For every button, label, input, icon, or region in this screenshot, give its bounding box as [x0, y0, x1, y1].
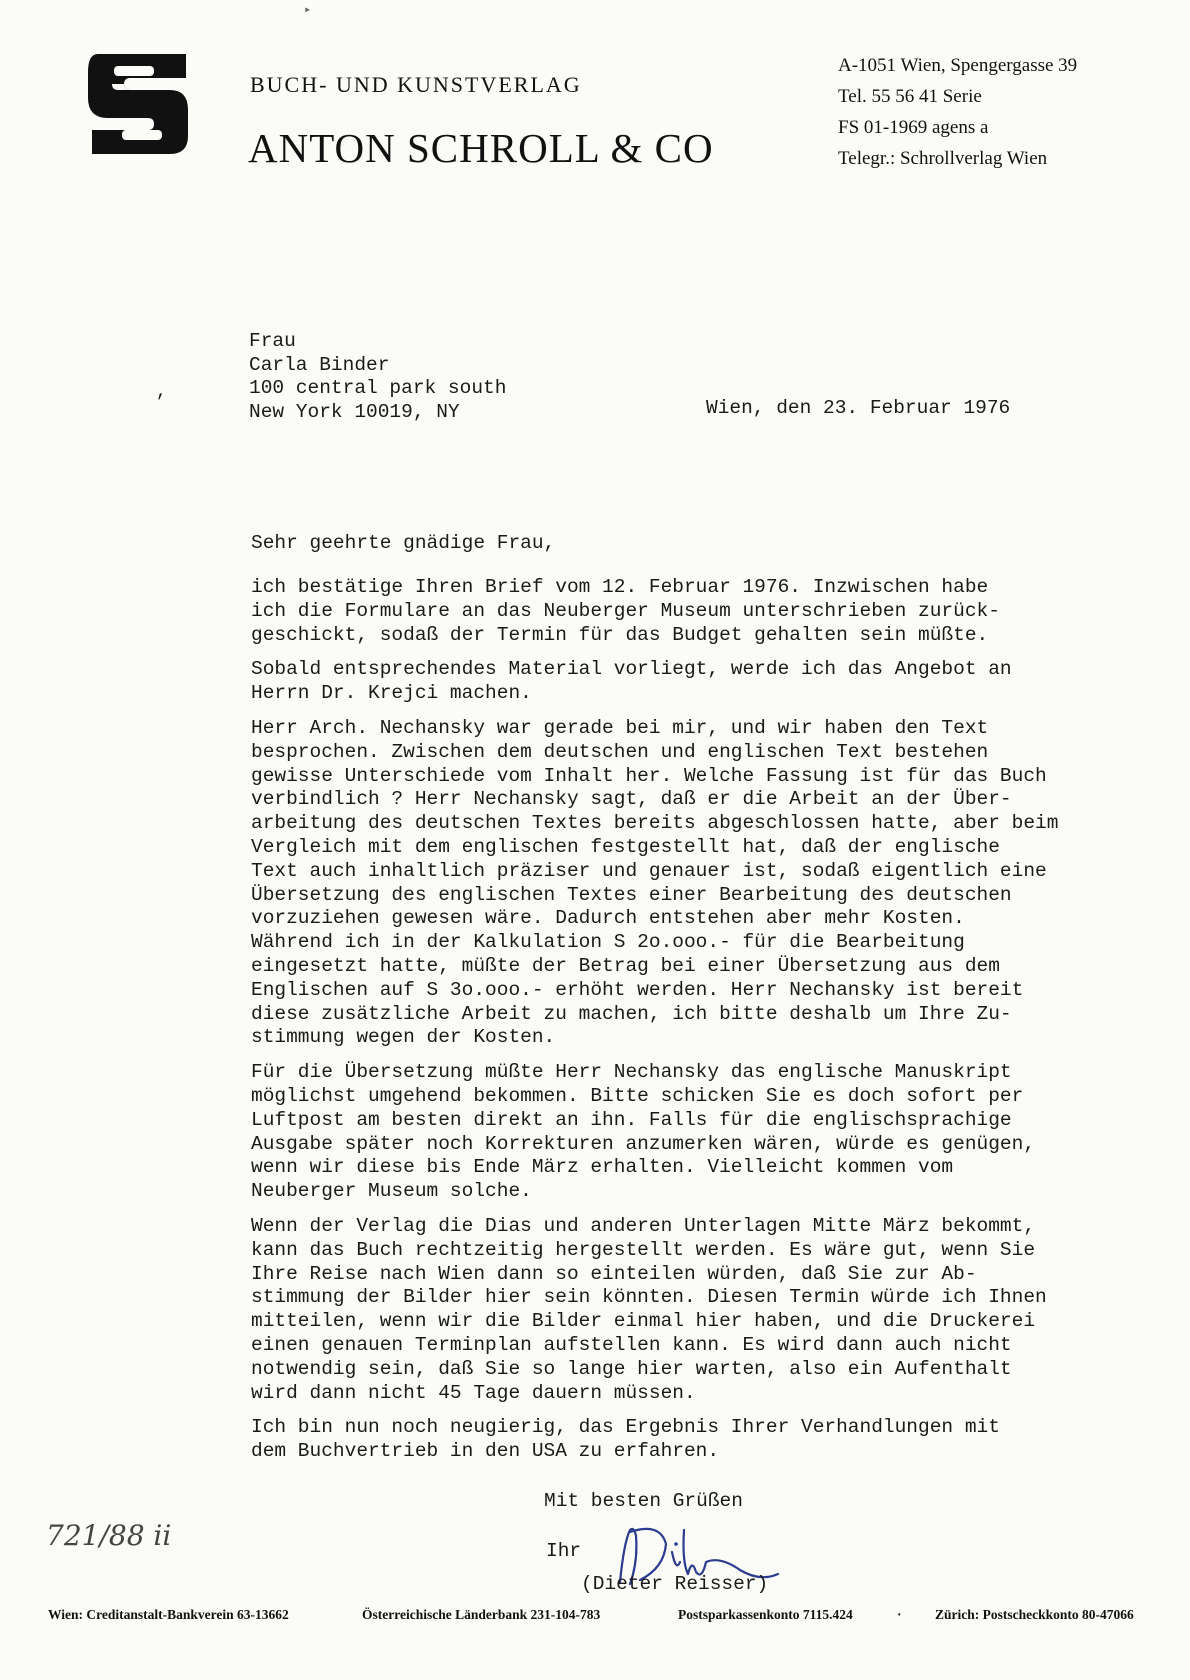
recipient-address: Frau Carla Binder 100 central park south New York 10019, NY	[249, 330, 507, 423]
punch-mark: ▸	[304, 3, 312, 17]
publisher-subtitle: BUCH- UND KUNSTVERLAG	[250, 72, 582, 97]
body-paragraph: ich bestätige Ihren Brief vom 12. Februar 1976. Inzwischen habe ich die Formulare an das Neuberger Museum unterschrieben zurück- geschickt, sodaß der Termin für das Budget gehalten sein müßte.	[251, 576, 1000, 646]
body-paragraph: Herr Arch. Nechansky war gerade bei mir, und wir haben den Text besprochen. Zwischen dem deutschen und englischen Text bestehen gewisse Unterschiede vom Inhalt her. Welche Fassung ist für das Buch verbindlich ? Herr Nechansky sagt, daß er die Arbeit an der Über- arbeitung des deutschen Textes bereits abgeschlossen hatte, aber beim Vergleich mit dem englischen festgestellt hat, daß der englische Text auch inhaltlich präziser und genauer ist, sodaß eigentlich eine Übersetzung des englischen Textes einer Bearbeitung des deutschen vorzuziehen gewesen wäre. Dadurch entstehen aber mehr Kosten. Während ich in der Kalkulation S 2o.ooo.- für die Bearbeitung eingesetzt hatte, müßte der Betrag bei einer Übersetzung aus dem Englischen auf S 3o.ooo.- erhöht werden. Herr Nechansky ist bereit diese zusätzliche Arbeit zu machen, ich bitte deshalb um Ihre Zu- stimmung wegen der Kosten.	[251, 716, 1059, 1049]
signer-name: (Dieter Reisser)	[581, 1573, 769, 1595]
publisher-logo-icon	[78, 44, 198, 164]
footer-separator: ·	[897, 1607, 902, 1622]
contact-telegram: Telegr.: Schrollverlag Wien	[838, 148, 1048, 169]
body-paragraph: Sobald entsprechendes Material vorliegt, werde ich das Angebot an Herrn Dr. Krejci machen.	[251, 658, 1012, 705]
salutation: Sehr geehrte gnädige Frau,	[251, 532, 556, 554]
letter-date: Wien, den 23. Februar 1976	[706, 397, 1011, 419]
footer-bank-laenderbank: Österreichische Länderbank 231-104-783	[362, 1607, 601, 1622]
body-paragraph: Ich bin nun noch neugierig, das Ergebnis Ihrer Verhandlungen mit dem Buchvertrieb in den USA zu erfahren.	[251, 1416, 1000, 1463]
contact-address: A-1051 Wien, Spengergasse 39	[838, 55, 1078, 76]
footer-bank-creditanstalt: Wien: Creditanstalt-Bankverein 63-13662	[48, 1607, 289, 1622]
stray-ink-mark: ,	[156, 382, 167, 402]
contact-phone: Tel. 55 56 41 Serie	[838, 86, 982, 107]
contact-block	[838, 50, 1077, 174]
footer-postsparkasse: Postsparkassenkonto 7115.424	[678, 1607, 853, 1622]
body-paragraph: Wenn der Verlag die Dias und anderen Unterlagen Mitte März bekommt, kann das Buch rechtzeitig hergestellt werden. Es wäre gut, wenn Sie Ihre Reise nach Wien dann so einteilen würden, daß Sie zur Ab- stimmung der Bilder hier sein könnten. Diesen Termin würde ich Ihnen mitteilen, wenn wir die Bilder einmal hier haben, und die Druckerei einen genauen Terminplan aufstellen kann. Es wird dann auch nicht notwendig sein, daß Sie so lange hier warten, also ein Aufenthalt wird dann nicht 45 Tage dauern müssen.	[251, 1214, 1047, 1404]
body-paragraph: Für die Übersetzung müßte Herr Nechansky das englische Manuskript möglichst umgehend bekommen. Bitte schicken Sie es doch sofort per Luftpost am besten direkt an ihn. Falls für die englischsprachige Ausgabe später noch Korrekturen anzumerken wären, würde es genügen, wenn wir diese bis Ende März erhalten. Vielleicht kommen vom Neuberger Museum solche.	[251, 1061, 1036, 1203]
footer-postscheck-zurich: Zürich: Postscheckkonto 80-47066	[935, 1607, 1134, 1622]
handwritten-archive-number	[46, 1515, 196, 1555]
closing-greeting: Mit besten Grüßen	[544, 1490, 743, 1512]
closing-ihr: Ihr	[546, 1540, 582, 1562]
letter-body	[251, 576, 1171, 1475]
archive-number-text: 721/88 ii	[46, 1519, 172, 1552]
contact-telex: FS 01-1969 agens a	[838, 117, 989, 138]
publisher-name: ANTON SCHROLL & CO	[248, 125, 714, 171]
